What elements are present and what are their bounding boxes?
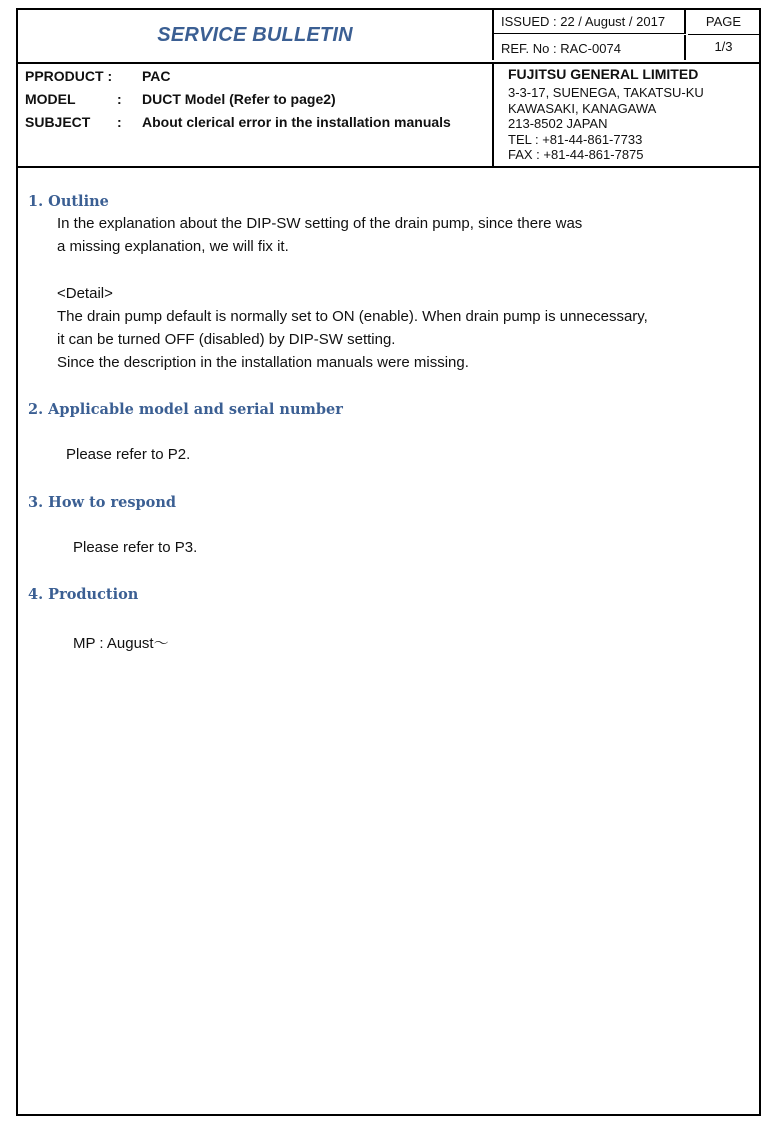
subject-key: SUBJECT (25, 114, 91, 130)
company-info (508, 66, 758, 163)
bulletin-frame (16, 8, 761, 1116)
product-key: PPRODUCT : (25, 68, 113, 84)
address-line: 3-3-17, SUENEGA, TAKATSU-KU (508, 85, 704, 100)
fax-line: FAX : +81-44-861-7875 (508, 147, 644, 162)
header-row (18, 10, 759, 64)
reference-number: REF. No : RAC-0074 (494, 35, 686, 60)
section-production-title: 4. Production (28, 586, 139, 603)
product-value: PAC (142, 68, 171, 84)
detail-heading: <Detail> (57, 285, 113, 302)
address-line: 213-8502 JAPAN (508, 116, 608, 131)
section-respond-title: 3. How to respond (28, 494, 177, 511)
subject-value: About clerical error in the installation manuals (142, 114, 451, 130)
page-label: PAGE (688, 10, 759, 35)
page-number: 1/3 (714, 39, 733, 54)
applicable-text: Please refer to P2. (66, 446, 191, 463)
subject-colon: : (117, 114, 122, 130)
detail-line: The drain pump default is normally set to ON (enable). When drain pump is unnecessary, (57, 308, 648, 325)
detail-line: it can be turned OFF (disabled) by DIP-SW setting. (57, 331, 396, 348)
model-colon: : (117, 91, 122, 107)
outline-line: a missing explanation, we will fix it. (57, 238, 289, 255)
issued-date: ISSUED : 22 / August / 2017 (494, 10, 686, 34)
address-line: KAWASAKI, KANAGAWA (508, 100, 657, 116)
info-row (18, 62, 759, 168)
model-key: MODEL (25, 91, 76, 107)
outline-line: In the explanation about the DIP-SW setting of the drain pump, since there was (57, 215, 583, 232)
detail-line: Since the description in the installation manuals were missing. (57, 354, 469, 371)
respond-text: Please refer to P3. (73, 539, 198, 556)
company-name: FUJITSU GENERAL LIMITED (508, 66, 699, 82)
model-value: DUCT Model (Refer to page2) (142, 91, 336, 107)
phone-line: TEL : +81-44-861-7733 (508, 131, 643, 147)
section-applicable-title: 2. Applicable model and serial number (28, 401, 343, 418)
section-outline-title: 1. Outline (28, 193, 109, 210)
product-info (18, 62, 494, 166)
bulletin-title: SERVICE BULLETIN (18, 10, 494, 60)
production-text: MP : August～ (73, 635, 169, 652)
